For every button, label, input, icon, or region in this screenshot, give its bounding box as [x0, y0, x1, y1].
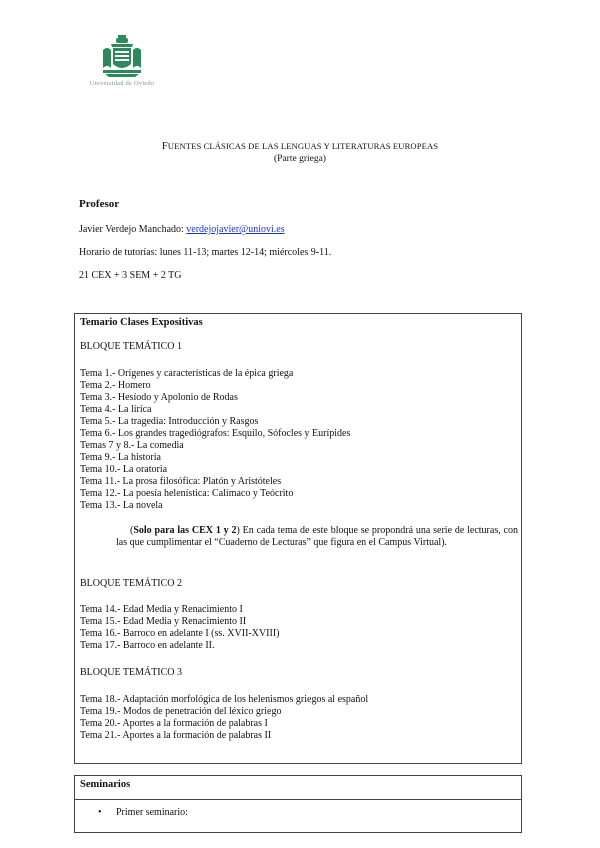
coat-of-arms-icon	[99, 34, 145, 78]
list-item: Tema 6.- Los grandes tragediógrafos: Esquilo, Sófocles y Eurípides	[80, 428, 351, 439]
list-item: Tema 19.- Modos de penetración del léxico griego	[80, 706, 282, 717]
document-subtitle: (Parte griega)	[274, 154, 326, 164]
block2-title: BLOQUE TEMÁTICO 2	[80, 578, 183, 589]
list-item: Tema 13.- La novela	[80, 500, 163, 511]
block1-title: BLOQUE TEMÁTICO 1	[80, 341, 183, 352]
document-title	[0, 141, 600, 152]
first-seminar-label: Primer seminario:	[116, 807, 188, 818]
title-initial: F	[161, 141, 168, 152]
seminarios-heading: Seminarios	[80, 779, 131, 790]
title-rest: UENTES CLÁSICAS DE LAS LENGUAS Y LITERATURAS EUROPEAS	[167, 141, 439, 151]
list-item: Tema 1.- Orígenes y características de la épica griega	[80, 368, 294, 379]
list-item: Tema 4.- La lírica	[80, 404, 152, 415]
bullet-icon: •	[98, 807, 102, 818]
block3-title: BLOQUE TEMÁTICO 3	[80, 667, 183, 678]
list-item: Temas 7 y 8.- La comedia	[80, 440, 184, 451]
university-caption: Universidad de Oviedo	[89, 80, 155, 87]
list-item: Tema 16.- Barroco en adelante I (ss. XVII-XVIII)	[80, 628, 280, 639]
temario-heading: Temario Clases Expositivas	[80, 317, 203, 328]
list-item: Tema 21.- Aportes a la formación de palabras II	[80, 730, 272, 741]
list-item: Tema 3.- Hesíodo y Apolonio de Rodas	[80, 392, 238, 403]
list-item: Tema 5.- La tragedia: Introducción y Rasgos	[80, 416, 259, 427]
credits: 21 CEX + 3 SEM + 2 TG	[79, 270, 182, 281]
seminarios-divider	[75, 799, 521, 800]
list-item: Tema 14.- Edad Media y Renacimiento I	[80, 604, 243, 615]
professor-email-link[interactable]: verdejojavier@uniovi.es	[186, 224, 285, 235]
list-item: Tema 17.- Barroco en adelante II.	[80, 640, 215, 651]
seminarios-box	[74, 775, 522, 833]
list-item: Tema 10.- La oratoria	[80, 464, 168, 475]
list-item: Tema 18.- Adaptación morfológica de los helenismos griegos al español	[80, 694, 369, 705]
reading-note	[116, 525, 518, 549]
note-open: (	[130, 525, 134, 536]
note-bold: Solo para las CEX 1 y 2	[133, 525, 237, 536]
professor-heading: Profesor	[79, 198, 120, 210]
list-item: Tema 2.- Homero	[80, 380, 151, 391]
professor-name: Javier Verdejo Manchado:	[79, 224, 187, 235]
note-rest: ) En cada tema de este bloque se propondrá una serie de lecturas, con las que cumplimentar el “Cuaderno de Lecturas” que figura en el Campus Virtual).	[116, 525, 518, 548]
university-logo	[82, 34, 162, 87]
office-hours: Horario de tutorías: lunes 11-13; martes 12-14; miércoles 9-11.	[79, 247, 332, 258]
temario-box	[74, 313, 522, 764]
list-item: Tema 11.- La prosa filosófica: Platón y Aristóteles	[80, 476, 282, 487]
list-item: Tema 20.- Aportes a la formación de palabras I	[80, 718, 268, 729]
list-item: Tema 15.- Edad Media y Renacimiento II	[80, 616, 247, 627]
list-item: Tema 12.- La poesía helenística: Calímaco y Teócrito	[80, 488, 294, 499]
professor-line	[79, 224, 285, 235]
list-item: Tema 9.- La historia	[80, 452, 161, 463]
